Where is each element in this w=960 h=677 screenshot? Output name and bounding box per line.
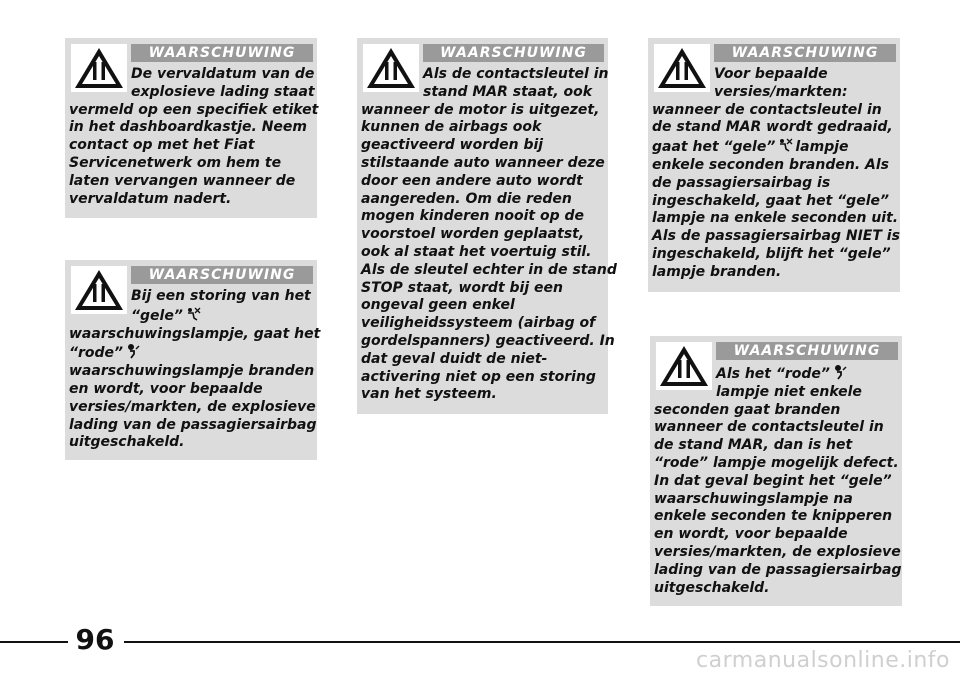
airbag-icon [832,364,848,384]
text-line: seconden gaat branden [654,401,841,418]
text-line: waarschuwingslampje branden [69,363,315,380]
text-line: de passagiersairbag is [652,174,831,191]
text-line: kunnen de airbags ook [361,119,542,136]
text-line: vermeld op een specifiek etiket [69,101,319,118]
text-line: door een andere auto wordt [361,172,583,189]
text-line: “rode” lampje mogelijk defect. [654,454,899,471]
footer-rule-right [124,641,960,643]
text-line: Als het “rode” [716,366,830,382]
airbag-off-icon [185,306,201,326]
airbag-icon [125,343,141,363]
text-line: voorstoel worden geplaatst, [361,226,585,243]
warning-text [361,66,617,404]
page-number: 96 [70,623,120,657]
text-line: Servicenetwerk om hem te [69,154,282,171]
text-line: versies/markten: [714,83,848,100]
text-line: “rode” [69,345,124,362]
text-line: lampje branden. [652,263,782,280]
text-line: de stand MAR, dan is het [654,437,853,454]
text-line: laten vervangen wanneer de [69,172,296,189]
text-line: Als de passagiersairbag NIET is [652,228,900,245]
text-line: STOP staat, wordt bij een [361,279,563,296]
text-line: explosieve lading staat [131,83,315,100]
text-line: versies/markten, de explosieve [654,543,901,560]
warning-box-activation [357,38,617,414]
warning-header: WAARSCHUWING [716,342,898,360]
text-line: ongeval geen enkel [361,297,515,314]
text-line: mogen kinderen nooit op de [361,208,584,225]
text-line: wanneer de motor is uitgezet, [361,101,600,118]
text-line: Voor bepaalde [714,66,828,82]
warning-box-fault [65,260,321,460]
text-line: versies/markten, de explosieve [69,398,316,415]
warning-header: WAARSCHUWING [423,44,604,62]
watermark: carmanualsonline.info [696,648,950,673]
text-line: in het dashboardkastje. Neem [69,119,308,136]
text-line: lampje na enkele seconden uit. [652,210,899,227]
text-line: contact op met het Fiat [69,137,255,154]
text-line: aangereden. Om die reden [361,190,572,207]
text-line: de stand MAR wordt gedraaid, [652,119,893,136]
text-line: ingeschakeld, gaat het “gele” [652,192,890,209]
text-line: vervaldatum nadert. [69,190,232,207]
text-line: waarschuwingslampje, gaat het [69,325,321,342]
text-line: ook al staat het voertuig stil. [361,243,592,260]
text-line: geactiveerd worden bij [361,137,544,154]
text-line: enkele seconden branden. Als [652,156,889,173]
footer-rule-left [0,641,68,643]
text-line: Als de sleutel echter in de stand [361,261,617,278]
text-line: uitgeschakeld. [654,579,770,596]
warning-text [69,288,321,452]
warning-header: WAARSCHUWING [714,44,896,62]
text-line: gaat het “gele” [652,139,776,156]
warning-text [652,66,900,282]
warning-box-red-lamp [650,336,902,606]
warning-text [654,364,902,597]
text-line: lampje niet enkele [716,383,862,400]
text-line: wanneer de contactsleutel in [652,101,882,118]
text-line: dat geval duidt de niet- [361,350,548,367]
warning-header: WAARSCHUWING [131,266,313,284]
warning-text [69,66,319,208]
text-line: wanneer de contactsleutel in [654,419,884,436]
text-line: en wordt, voor bepaalde [654,526,848,543]
text-line: lampje [795,139,849,156]
text-line: De vervaldatum van de [131,66,315,82]
text-line: uitgeschakeld. [69,434,185,451]
text-line: en wordt, voor bepaalde [69,380,263,397]
text-line: In dat geval begint het “gele” [654,472,892,489]
text-line: stilstaande auto wanneer deze [361,154,605,171]
text-line: activering niet op een storing [361,368,596,385]
text-line: Als de contactsleutel in [423,66,609,82]
text-line: stand MAR staat, ook [423,83,593,100]
text-line: enkele seconden te knipperen [654,508,893,525]
text-line: lading van de passagiersairbag [69,416,317,433]
text-line: gordelspanners) geactiveerd. In [361,332,615,349]
text-line: veiligheidssysteem (airbag of [361,315,596,332]
text-line: “gele” [131,307,183,324]
warning-box-expiry [65,38,317,218]
text-line: van het systeem. [361,386,497,403]
airbag-off-icon [777,137,793,157]
text-line: ingeschakeld, blijft het “gele” [652,245,891,262]
warning-box-versions [648,38,900,292]
text-line: lading van de passagiersairbag [654,561,902,578]
text-line: waarschuwingslampje na [654,490,853,507]
text-line: Bij een storing van het [131,288,311,304]
warning-header: WAARSCHUWING [131,44,313,62]
